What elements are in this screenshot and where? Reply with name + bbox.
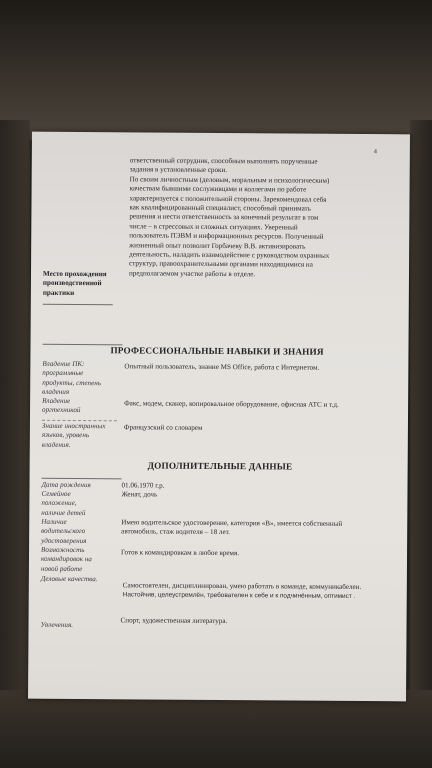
birth-date-value: 01.06.1970 г.р. xyxy=(121,481,165,490)
hobbies-value: Спорт, художественная литература. xyxy=(120,616,228,626)
label-line: программные xyxy=(42,369,84,378)
label-line: Владение ПК: xyxy=(42,359,85,369)
label-line: новой работе xyxy=(40,564,83,573)
family-status-label xyxy=(41,490,85,519)
dark-background-left xyxy=(0,120,30,710)
text-line: жизненный опыт позволит Горбачеву В.В. активизировать xyxy=(129,241,306,251)
text-line: задания в установленные сроки. xyxy=(129,165,228,175)
business-qualities-label: Деловые качества. xyxy=(40,574,98,584)
languages-label xyxy=(42,422,106,451)
label-line: оргтехникой xyxy=(42,406,81,415)
business-qualities-value xyxy=(123,581,362,601)
label-line: водительского xyxy=(41,527,86,536)
text-line: качествам бывшими сослуживцами и коллегами по работе xyxy=(129,184,307,194)
label-line: Место прохождения xyxy=(42,269,107,279)
text-line: решения и нести ответственность за конечный результат в том xyxy=(129,212,319,223)
label-line: Семейное xyxy=(41,489,71,498)
text-line: как квалифицированный специалист, способный принимать xyxy=(129,203,311,213)
label-line: владения xyxy=(42,387,70,397)
label-line: Владение xyxy=(42,396,71,405)
section-title-skills: ПРОФЕССИОНАЛЬНЫЕ НАВЫКИ И ЗНАНИЯ xyxy=(110,345,324,357)
label-line: продукты, степень xyxy=(42,378,102,387)
driver-license-label xyxy=(41,518,87,547)
dark-background-top xyxy=(0,0,432,140)
label-line: владения. xyxy=(41,440,71,449)
practice-label xyxy=(43,270,107,299)
document-page xyxy=(28,132,410,702)
section-title-additional: ДОПОЛНИТЕЛЬНЫЕ ДАННЫЕ xyxy=(147,460,293,472)
business-trips-value: Готов к командировкам в любое время. xyxy=(121,548,240,558)
value-line: Самостоятелен, дисциплинирован, умею работать в команде, коммуникабелен. xyxy=(122,581,362,591)
label-line: командировок на xyxy=(40,555,92,564)
practice-underline xyxy=(43,304,113,305)
birth-date-label: Дата рождения xyxy=(41,480,91,490)
driver-license-value xyxy=(121,518,342,538)
label-line: Знание иностранных xyxy=(41,421,106,431)
hobbies-label: Увлечения. xyxy=(40,620,74,629)
section-divider xyxy=(42,478,122,480)
text-line: пользователь ПЭВМ и информационных ресурсов. Полученный xyxy=(129,231,324,241)
text-line: числе – в стрессовых и сложных ситуациях. Уверенный xyxy=(129,222,298,232)
value-line: автомобиль, стаж водителя – 18 лет. xyxy=(121,527,230,537)
dark-background-right xyxy=(410,120,432,710)
label-line: Возможность xyxy=(41,545,85,555)
text-line: деятельность, наладить взаимодействие с руководством охранных xyxy=(129,250,330,260)
label-line: положение, xyxy=(41,499,77,508)
office-equipment-label xyxy=(42,397,81,416)
pc-skills-label xyxy=(42,360,101,398)
label-line: удостоверения xyxy=(41,536,87,545)
pc-skills-value: Опытный пользователь, знание MS Office, работа с Интернетом. xyxy=(124,362,320,372)
value-line: Имею водительское удостоверение, категория «В», имеется собственный xyxy=(121,518,343,528)
family-status-value: Женат, дочь xyxy=(121,490,158,499)
text-line: структур, правоохранительными органами находящимися на xyxy=(129,259,313,270)
business-trips-label xyxy=(41,546,92,575)
label-line: наличие детей xyxy=(41,508,86,517)
text-line: предполагаемом участке работы в отделе. xyxy=(128,269,256,279)
label-line: Наличие xyxy=(41,517,67,526)
value-line: Настойчив, целеустремлён, требователен к себе и к подчинённым, оптимист . xyxy=(122,591,356,601)
page-number: 4 xyxy=(373,149,377,156)
label-line: языков, уровень xyxy=(41,431,90,440)
text-line: ответственный сотрудник, способным выполнять порученные xyxy=(129,156,318,166)
office-equipment-value: Факс, модем, сканер, копировальное оборудование, офисная АТС и т.д. xyxy=(124,399,339,409)
text-line: характеризуется с положительной стороны. Зарекомендовал себя xyxy=(129,193,327,204)
dark-background-bottom xyxy=(0,690,432,768)
languages-value: Французский со словарем xyxy=(123,423,203,432)
top-paragraph xyxy=(129,156,330,280)
label-line: практики xyxy=(42,288,75,297)
text-line: По своим личностным (деловым, моральным и психологическим) xyxy=(129,175,330,185)
label-line: производственной xyxy=(42,279,102,288)
